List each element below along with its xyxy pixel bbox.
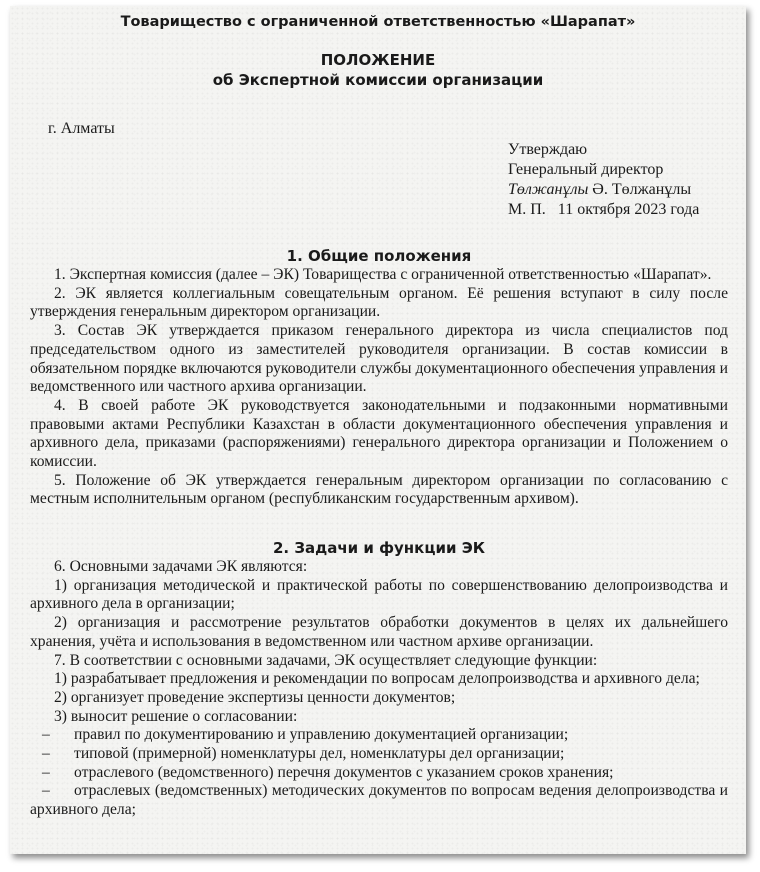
dash-list-item xyxy=(30,745,728,764)
paragraph: 7. В соответствии с основными задачами, ЭК осуществляет следующие функции: xyxy=(54,651,598,669)
paragraph: 1. Экспертная комиссия (далее – ЭК) Товарищества с ограниченной ответственностью «Шарапат». xyxy=(54,266,712,283)
paragraph: 1) организация методической и практической работы по совершенствованию делопроизводства и архивного дела в организации; xyxy=(30,576,728,613)
document-title: ПОЛОЖЕНИЕ xyxy=(320,51,436,69)
approval-block xyxy=(508,140,699,220)
section-general xyxy=(30,246,728,509)
paragraph: 5. Положение об ЭК утверждается генеральным директором организации по согласованию с местным исполнительным органом (республиканским государственным архивом). xyxy=(30,471,728,508)
dash-list-item xyxy=(30,764,728,783)
paragraph: 2) организует проведение экспертизы ценности документов; xyxy=(54,688,456,706)
approver-name: Ә. Төлжанұлы xyxy=(592,181,692,198)
paragraph: 4. В своей работе ЭК руководствуется законодательными и подзаконными нормативными правовыми актами Республики Казахстан в области документационного обеспечения управления и архивного дела, приказами (распоряжениями) генерального директора организации и Положением о комиссии. xyxy=(30,396,728,471)
dash-marker: – xyxy=(42,763,50,781)
place-of-issue: г. Алматы xyxy=(48,120,115,137)
seal-mark: М. П. xyxy=(508,201,546,218)
approver-position: Генеральный директор xyxy=(508,161,664,178)
section-tasks xyxy=(30,538,728,820)
dash-list-item xyxy=(30,782,728,819)
dash-marker: – xyxy=(42,745,50,763)
paragraph: 2. ЭК является коллегиальным совещательным органом. Её решения вступают в силу после утверждения генеральным директором организации. xyxy=(30,284,728,321)
section-heading: 2. Задачи и функции ЭК xyxy=(273,539,485,557)
dash-list-item xyxy=(30,726,728,745)
document-title-block xyxy=(10,50,746,90)
approval-date: 11 октября 2023 года xyxy=(557,201,700,218)
list-item-text: отраслевых (ведомственных) методических документов по вопросам ведения делопроизводства и архивного дела; xyxy=(30,782,728,819)
list-item-text: типовой (примерной) номенклатуры дел, номенклатуры дел организации; xyxy=(74,745,565,763)
seal-date-line xyxy=(508,200,699,220)
organization-name: Товарищество с ограниченной ответственностью «Шарапат» xyxy=(120,14,636,30)
document-subtitle: об Экспертной комиссии организации xyxy=(212,71,544,89)
approver-signature-line xyxy=(508,180,699,200)
section-heading: 1. Общие положения xyxy=(286,247,472,265)
list-item-text: отраслевого (ведомственного) перечня документов с указанием сроков хранения; xyxy=(74,763,614,781)
dash-marker: – xyxy=(42,782,50,800)
document-page xyxy=(10,6,746,854)
list-item-text: правил по документированию и управлению документацией организации; xyxy=(74,726,569,744)
paragraph: 1) разрабатывает предложения и рекомендации по вопросам делопроизводства и архивного дела; xyxy=(54,670,700,688)
handwritten-signature: Төлжанұлы xyxy=(508,181,589,198)
paragraph: 3) выносит решение о согласовании: xyxy=(54,707,298,725)
dash-marker: – xyxy=(42,726,50,744)
approval-line: Утверждаю xyxy=(508,141,588,158)
paragraph: 3. Состав ЭК утверждается приказом генерального директора из числа специалистов под председательством одного из заместителей руководителя организации. В состав комиссии в обязательном порядке включаются руководители службы документационного обеспечения управления и ведомственного или частного архива организации. xyxy=(30,322,728,396)
paragraph: 6. Основными задачами ЭК являются: xyxy=(54,558,308,575)
paragraph: 2) организация и рассмотрение результатов обработки документов в целях их дальнейшего хранения, учёта и использования в ведомственном или частном архиве организации. xyxy=(30,614,728,650)
